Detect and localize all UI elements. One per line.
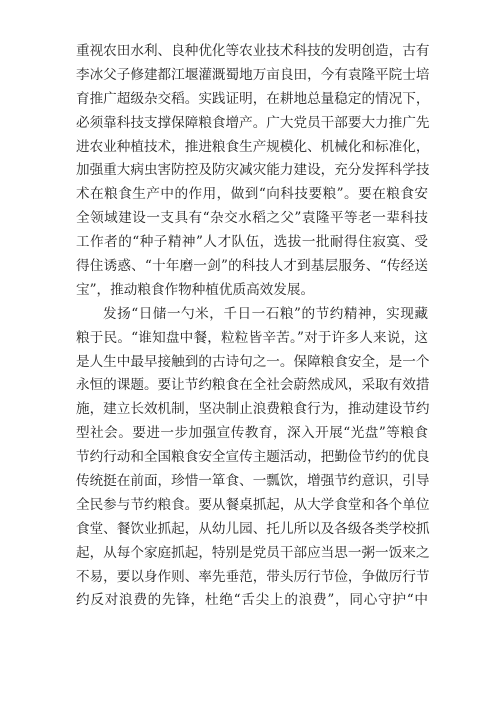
paragraph-2-line-8: 传统挺在前面，珍惜一箪食、一瓢饮，增强节约意识，引导: [76, 473, 430, 490]
paragraph-1-line-5: 进农业种植技术，推进粮食生产规模化、机械化和标准化，: [76, 138, 430, 155]
paragraph-1-line-10: 得住诱惑、“十年磨一剑”的科技人才到基层服务、“传经送: [76, 258, 428, 275]
paragraph-2-line-9: 全民参与节约粮食。要从餐桌抓起，从大学食堂和各个单位: [76, 496, 430, 513]
paragraph-2-line-13: 约反对浪费的先锋，杜绝“舌尖上的浪费”，同心守护“中: [76, 592, 428, 609]
paragraph-1-line-6: 加强重大病虫害防控及防灾减灾能力建设，充分发挥科学技: [76, 162, 430, 179]
paragraph-2-line-7: 节约行动和全国粮食安全宣传主题活动，把勤俭节约的优良: [76, 449, 430, 466]
paragraph-1-line-11: 宝”，推动粮食作物种植优质高效发展。: [76, 281, 315, 298]
paragraph-1-line-8: 全领域建设一支具有“杂交水稻之父”袁隆平等老一辈科技: [76, 210, 428, 227]
document-body: [76, 40, 428, 613]
paragraph-2-line-12: 不易，要以身作则、率先垂范，带头厉行节俭，争做厉行节: [76, 568, 430, 585]
paragraph-1-line-4: 必须靠科技支撑保障粮食增产。广大党员干部要大力推广先: [76, 114, 430, 131]
paragraph-2-line-5: 施，建立长效机制，坚决制止浪费粮食行为，推动建设节约: [76, 401, 430, 418]
paragraph-2-line-4: 永恒的课题。要让节约粮食在全社会蔚然成风，采取有效措: [76, 377, 430, 394]
paragraph-2-line-10: 食堂、餐饮业抓起，从幼儿园、托儿所以及各级各类学校抓: [76, 520, 430, 537]
paragraph-1-line-9: 工作者的“种子精神”人才队伍，选拔一批耐得住寂寞、受: [76, 234, 428, 251]
paragraph-1-line-1: 重视农田水利、良种优化等农业技术科技的发明创造，古有: [76, 43, 430, 59]
paragraph-1-line-2: 李冰父子修建都江堰灌溉蜀地万亩良田，今有袁隆平院士培: [76, 66, 430, 83]
paragraph-2-line-6: 型社会。要进一步加强宣传教育，深入开展“光盘”等粮食: [76, 425, 428, 442]
paragraph-2-line-3: 是人生中最早接触到的古诗句之一。保障粮食安全，是一个: [76, 353, 430, 370]
paragraph-2-line-11: 起，从每个家庭抓起，特别是党员干部应当思一粥一饭来之: [76, 544, 430, 561]
paragraph-2-line-1: 发扬“日储一勺米，千日一石粮”的节约精神，实现藏: [103, 305, 428, 322]
paragraph-1-line-3: 育推广超级杂交稻。实践证明，在耕地总量稳定的情况下，: [76, 90, 430, 107]
paragraph-1-line-7: 术在粮食生产中的作用，做到“向科技要粮”。要在粮食安: [76, 186, 428, 203]
paragraph-2-line-2: 粮于民。“谁知盘中餐，粒粒皆辛苦。”对于许多人来说，这: [76, 329, 428, 346]
